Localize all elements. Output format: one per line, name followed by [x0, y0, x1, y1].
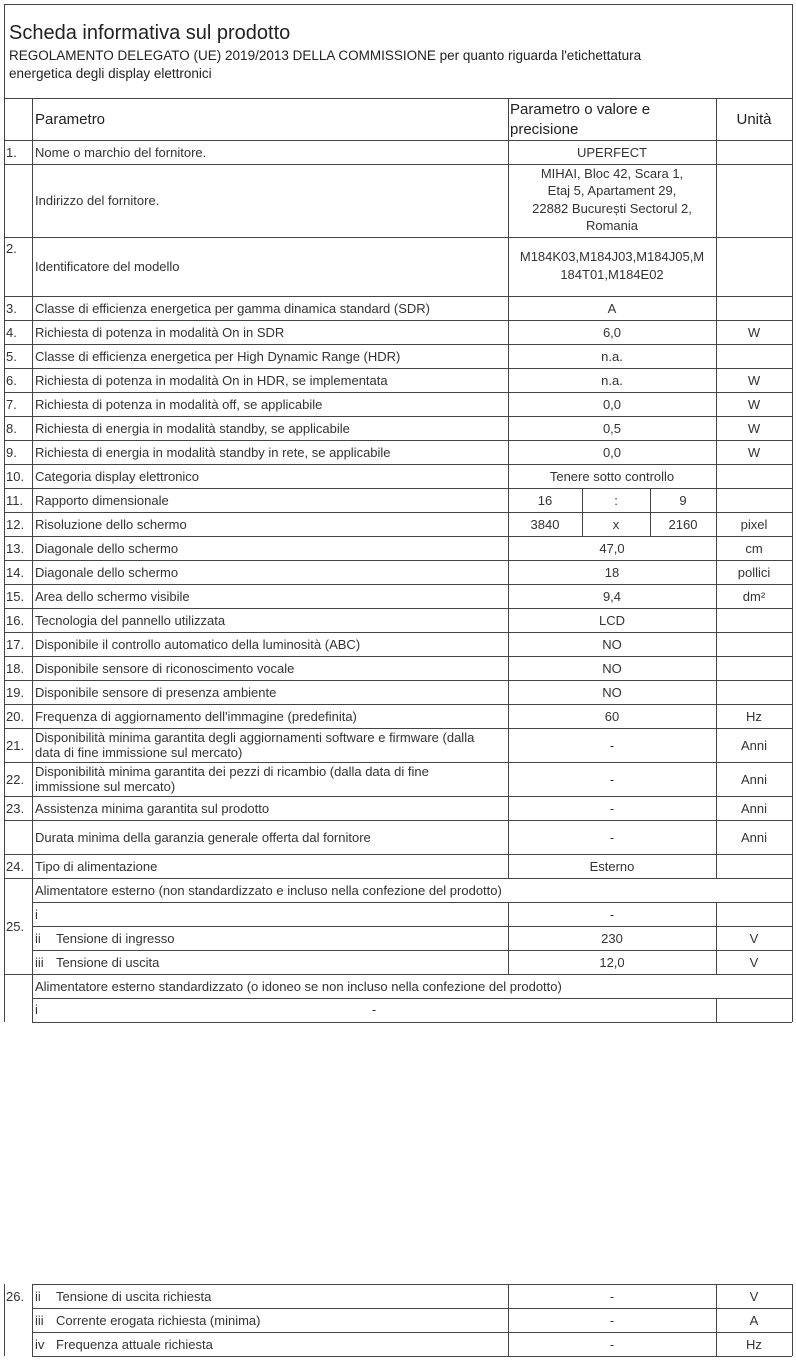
grid-line [582, 512, 583, 536]
row-value: 22882 București Sectorul 2, [532, 200, 692, 216]
item-label: Tensione di ingresso [56, 930, 175, 946]
row-value: 9,4 [602, 588, 622, 604]
column-header-unit: Unità [736, 111, 772, 128]
row-number: 7. [6, 396, 17, 412]
row-label: Frequenza di aggiornamento dell'immagine (predefinita) [35, 708, 357, 724]
row-label: Tipo di alimentazione [35, 858, 158, 874]
grid-line [4, 878, 792, 879]
grid-line [716, 902, 717, 926]
grid-line [792, 1284, 793, 1356]
row-label: Disponibile sensore di riconoscimento vocale [35, 660, 295, 676]
grid-line [4, 608, 792, 609]
row-label: Richiesta di potenza in modalità off, se applicabile [35, 396, 323, 412]
row-unit: Anni [740, 737, 768, 753]
row-value: - [609, 737, 615, 753]
row-label: Diagonale dello schermo [35, 564, 179, 580]
row-number: 14. [6, 564, 25, 580]
grid-line [4, 512, 792, 513]
row-number: 9. [6, 444, 17, 460]
row-value: - [609, 800, 615, 816]
grid-line [32, 950, 792, 951]
row-value-b: 2160 [668, 516, 698, 532]
item-label: Frequenza attuale richiesta [56, 1336, 213, 1352]
row-value: NO [602, 684, 622, 700]
item-value: 230 [601, 930, 623, 946]
grid-line [4, 320, 792, 321]
item-unit: A [749, 1312, 759, 1328]
section-26-heading: Alimentatore esterno standardizzato (o idoneo se non incluso nella confezione del prodotto) [35, 978, 562, 994]
grid-line [4, 98, 792, 99]
row-value-a: 3840 [530, 516, 560, 532]
grid-line [716, 1284, 717, 1356]
row-value: - [609, 829, 615, 845]
row-number: 3. [6, 300, 17, 316]
row-label: Disponibile il controllo automatico della luminosità (ABC) [35, 636, 361, 652]
row-value: Etaj 5, Apartament 29, [547, 183, 677, 198]
row-label: Rapporto dimensionale [35, 492, 169, 508]
grid-line [4, 368, 792, 369]
grid-line [32, 1356, 792, 1357]
row-unit: W [747, 420, 761, 436]
row-unit: pixel [740, 516, 768, 532]
section-26-number: 26. [6, 1289, 25, 1304]
grid-line [4, 974, 792, 975]
row-value: NO [602, 660, 622, 676]
row-value: UPERFECT [576, 144, 648, 160]
grid-line [508, 902, 509, 926]
row-number: 1. [6, 144, 17, 160]
grid-line [32, 1284, 792, 1285]
row-label: Assistenza minima garantita sul prodotto [35, 800, 270, 816]
row-label: Classe di efficienza energetica per High Dynamic Range (HDR) [35, 348, 401, 364]
row-label: Tecnologia del pannello utilizzata [35, 612, 226, 628]
row-label: Identificatore del modello [35, 259, 180, 274]
row-number: 5. [6, 348, 17, 364]
row-value: 60 [604, 708, 620, 724]
page-subtitle-line2: energetica degli display elettronici [9, 66, 212, 81]
row-value: A [607, 300, 617, 316]
row-label: Richiesta di energia in modalità standby, se applicabile [35, 420, 350, 436]
grid-line [792, 98, 793, 1022]
row-value: 0,5 [602, 420, 622, 436]
item-roman: i [35, 1002, 38, 1017]
grid-line [32, 98, 33, 1022]
grid-line [4, 416, 792, 417]
row-label: Indirizzo del fornitore. [35, 193, 160, 208]
item-roman: iii [35, 1312, 44, 1328]
column-header-parameter: Parametro [35, 111, 106, 128]
grid-line [508, 1284, 509, 1356]
row-label: Disponibilità minima garantita dei pezzi di ricambio (dalla data di fine [35, 764, 429, 779]
grid-line [4, 237, 792, 238]
row-value: - [609, 771, 615, 787]
row-number: 17. [6, 636, 25, 652]
item-value: - [371, 1002, 377, 1017]
row-unit: Anni [740, 829, 768, 845]
grid-line [716, 98, 717, 878]
item-roman: iii [35, 954, 44, 970]
row-value: Tenere sotto controllo [549, 468, 675, 484]
grid-line [4, 296, 792, 297]
row-label: Durata minima della garanzia generale offerta dal fornitore [35, 829, 371, 845]
row-label: data di fine immissione sul mercato) [35, 745, 243, 760]
item-unit: Hz [746, 1336, 762, 1352]
row-number: 16. [6, 612, 25, 628]
row-value-a: 16 [537, 492, 553, 508]
item-value: - [609, 1336, 615, 1352]
row-unit: cm [745, 540, 763, 556]
row-unit: W [747, 372, 761, 388]
row-value: M184K03,M184J03,M184J05,M [519, 249, 705, 264]
row-number: 6. [6, 372, 17, 388]
section-25-heading: Alimentatore esterno (non standardizzato e incluso nella confezione del prodotto) [35, 882, 502, 898]
grid-line [650, 488, 651, 512]
item-value: 12,0 [599, 954, 625, 970]
row-unit: W [747, 396, 761, 412]
grid-line [4, 560, 792, 561]
page-subtitle-line1: REGOLAMENTO DELEGATO (UE) 2019/2013 DELLA COMMISSIONE per quanto riguarda l'etichettatura [9, 48, 642, 63]
row-unit: pollici [737, 564, 771, 580]
row-unit: dm² [742, 588, 766, 604]
row-unit: W [747, 324, 761, 340]
grid-line [650, 512, 651, 536]
row-label: immissione sul mercato) [35, 779, 176, 794]
grid-line [32, 926, 792, 927]
row-value: n.a. [601, 348, 623, 364]
grid-line [32, 902, 792, 903]
row-label: Risoluzione dello schermo [35, 516, 187, 532]
section-25-number: 25. [6, 919, 25, 934]
row-value: MIHAI, Bloc 42, Scara 1, [540, 165, 684, 181]
row-number: 8. [6, 420, 17, 436]
grid-line [716, 950, 717, 974]
row-label: Diagonale dello schermo [35, 540, 179, 556]
grid-line [4, 584, 792, 585]
row-label: Richiesta di potenza in modalità On in SDR [35, 324, 285, 340]
row-unit: Anni [740, 771, 768, 787]
item-label: Corrente erogata richiesta (minima) [56, 1312, 261, 1328]
row-unit: W [747, 444, 761, 460]
grid-line [4, 632, 792, 633]
grid-line [4, 440, 792, 441]
row-number: 24. [6, 858, 25, 874]
item-roman: i [35, 906, 38, 922]
row-label: Richiesta di energia in modalità standby in rete, se applicabile [35, 444, 391, 460]
row-value-separator: : [614, 492, 618, 508]
row-value: Romania [585, 218, 639, 233]
grid-line [508, 98, 509, 878]
row-label: Classe di efficienza energetica per gamma dinamica standard (SDR) [35, 300, 431, 316]
item-roman: ii [35, 930, 41, 946]
grid-line [4, 762, 792, 763]
row-number: 12. [6, 516, 25, 532]
row-value-b: 9 [679, 492, 687, 508]
row-label: Disponibile sensore di presenza ambiente [35, 684, 277, 700]
row-number: 2. [6, 241, 17, 256]
grid-line [4, 344, 792, 345]
grid-line [32, 1284, 33, 1356]
row-number: 18. [6, 660, 25, 676]
item-unit: V [749, 954, 759, 970]
item-unit: V [749, 930, 759, 946]
grid-line [4, 98, 5, 1022]
row-label: Nome o marchio del fornitore. [35, 144, 207, 160]
row-label: Area dello schermo visibile [35, 588, 190, 604]
grid-line [4, 1284, 5, 1356]
grid-line [716, 998, 717, 1022]
item-unit: V [749, 1288, 759, 1304]
grid-line [32, 998, 792, 999]
column-header-value-line2: precisione [510, 121, 579, 138]
grid-line [508, 926, 509, 950]
grid-line [4, 854, 792, 855]
grid-line [4, 140, 792, 141]
grid-line [4, 488, 792, 489]
item-value: - [609, 1312, 615, 1328]
row-value-separator: x [612, 516, 620, 532]
grid-line [508, 950, 509, 974]
grid-line [4, 680, 792, 681]
row-number: 13. [6, 540, 25, 556]
row-value: 184T01,M184E02 [560, 266, 664, 282]
row-number: 23. [6, 800, 25, 816]
column-header-value: Parametro o valore e [510, 101, 651, 118]
row-number: 4. [6, 324, 17, 340]
item-label: Tensione di uscita richiesta [56, 1288, 212, 1304]
row-number: 21. [6, 737, 25, 753]
row-value: 0,0 [602, 396, 622, 412]
grid-line [4, 728, 792, 729]
grid-line [4, 656, 792, 657]
row-number: 20. [6, 708, 25, 724]
grid-line [582, 488, 583, 512]
row-value: 0,0 [602, 444, 622, 460]
item-roman: ii [35, 1288, 41, 1304]
grid-line [4, 796, 792, 797]
row-unit: Hz [746, 708, 762, 724]
row-value: Esterno [589, 858, 635, 874]
row-number: 19. [6, 684, 25, 700]
row-value: n.a. [601, 372, 623, 388]
row-unit: Anni [740, 800, 768, 816]
row-label: Richiesta di potenza in modalità On in HDR, se implementata [35, 372, 388, 388]
page-title: Scheda informativa sul prodotto [9, 22, 291, 44]
row-label: Disponibilità minima garantita degli aggiornamenti software e firmware (dalla [35, 730, 475, 745]
row-value: 18 [604, 564, 620, 580]
row-value: LCD [598, 612, 625, 628]
grid-line [4, 464, 792, 465]
item-roman: iv [35, 1336, 45, 1352]
row-value: NO [602, 636, 622, 652]
item-value: - [609, 906, 615, 922]
grid-line [4, 536, 792, 537]
row-number: 15. [6, 588, 25, 604]
grid-line [4, 392, 792, 393]
row-number: 22. [6, 771, 25, 787]
item-value: - [609, 1288, 615, 1304]
row-value: 47,0 [599, 540, 625, 556]
grid-line [716, 926, 717, 950]
row-number: 11. [6, 492, 24, 508]
row-value: 6,0 [602, 324, 622, 340]
grid-line [32, 1022, 792, 1023]
grid-line [4, 820, 792, 821]
item-label: Tensione di uscita [56, 954, 160, 970]
grid-line [32, 1332, 792, 1333]
grid-line [4, 704, 792, 705]
row-label: Categoria display elettronico [35, 468, 200, 484]
row-number: 10. [6, 468, 25, 484]
grid-line [32, 1308, 792, 1309]
